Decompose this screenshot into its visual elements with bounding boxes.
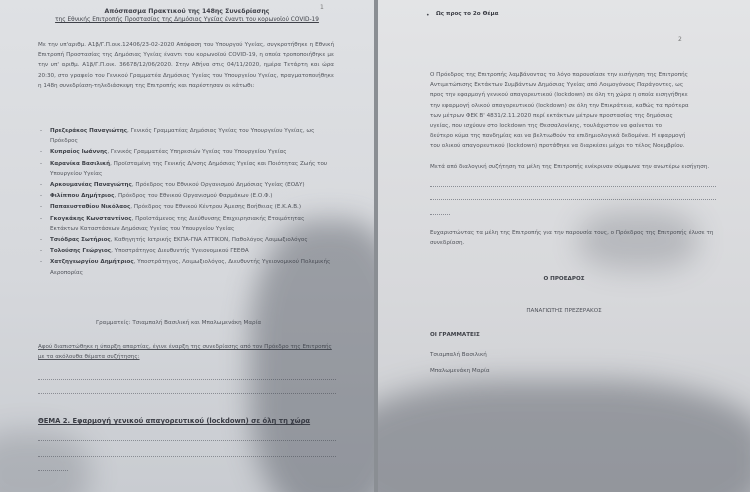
closing-paragraph: Ευχαριστώντας τα μέλη της Επιτροπής για την παρουσία τους, ο Πρόεδρος της Επιτροπής έλυσε τη συνεδρίαση. — [430, 230, 714, 247]
list-dash: - — [40, 259, 43, 266]
member-name: Καρανίκα Βασιλική — [50, 160, 111, 167]
list-dash: - — [40, 160, 43, 167]
member-role: , Καθηγητής Ιατρικής ΕΚΠΑ-ΓΝΑ ΑΤΤΙΚΟΝ, Παθολόγος Λοιμωξιολόγος — [110, 237, 308, 244]
member-name: Παπαευσταθίου Νικόλαος — [50, 204, 131, 211]
member-name: Πρεζεράκος Παναγιώτης — [50, 128, 128, 134]
member-item — [40, 147, 334, 157]
hand-shadow — [378, 380, 750, 492]
intro-paragraph: Με την υπ'αριθμ. Α1β/Γ.Π.οικ.12406/23-02-2020 Απόφαση του Υπουργού Υγείας, συγκροτήθηκε η Εθνική Επιτροπή Προστασίας της Δημόσιας Υγείας έναντι του κορωνοϊού COVID-19, η οποία τροποποιήθηκε με την υπ' αριθμ. Α1β/Γ.Π.οικ. 36678/12/06/2020. Στην Αθήνα στις 04/11/2020, ημέρα Τετάρτη και ώρα 20:30, στο γραφείο του Γενικού Γραμματέα Δημόσιας Υγείας του Υπουργείου Υγείας, πραγματοποιήθηκε η 148η συνεδρίαση-τηλεδιάσκεψη της Επιτροπής και παρέστησαν οι κάτωθι: — [38, 42, 334, 89]
secretary-name: Τσιαμπαλή Βασιλική — [430, 352, 487, 358]
secretary-name: Μπαλωμενάκη Μαρία — [430, 368, 490, 374]
member-name: Χατζηγεωργίου Δημήτριος — [50, 259, 134, 266]
member-name: Τσιόδρας Σωτήριος — [50, 237, 111, 244]
president-heading: Ο ΠΡΟΕΔΡΟΣ — [543, 276, 585, 282]
dotted-line — [430, 186, 716, 187]
member-role: , Υποστράτηγος Διευθυντής Υγειονομικού ΓΕΕΘΑ — [111, 248, 249, 255]
list-dash: - — [40, 128, 43, 134]
list-dash: - — [40, 182, 43, 189]
member-item — [40, 191, 334, 201]
member-item — [40, 159, 334, 179]
hand-shadow — [578, 210, 698, 270]
member-name: Γκογκάκης Κωνσταντίνος — [50, 215, 132, 222]
page-number: 1 — [320, 4, 324, 11]
member-name: Αρκουμανέας Παναγιώτης — [50, 182, 132, 189]
member-item — [40, 126, 334, 146]
quorum-paragraph: Αφού διαπιστώθηκε η ύπαρξη απαρτίας, έγινε έναρξη της συνεδρίασης από τον Πρόεδρο της Επιτροπής με τα ακόλουθα θέματα συζήτησης: — [38, 344, 332, 361]
document-title: Απόσπασμα Πρακτικού της 148ης Συνεδρίασης — [104, 8, 270, 15]
member-name: Κυπραίος Ιωάννης — [50, 149, 108, 156]
member-role: , Πρόεδρος του Εθνικού Κέντρου Άμεσης Βοήθειας (Ε.Κ.Α.Β.) — [130, 204, 302, 211]
right-page — [378, 0, 750, 492]
secretaries-line: Γραμματείς: Τσιαμπαλή Βασιλική και Μπαλωμενάκη Μαρία — [96, 320, 262, 326]
bullet-icon: • — [426, 12, 430, 19]
topic-heading: ΘΕΜΑ 2. Εφαρμογή γενικού απαγορευτικού (lockdown) σε όλη τη χώρα — [38, 417, 311, 425]
member-item — [40, 180, 334, 190]
member-role: , Προϊσταμένη της Γενικής Δ/νσης Δημόσιας Υγείας και Ποιότητας Ζωής του Υπουργείου Υγείας — [50, 160, 328, 177]
member-item — [40, 202, 334, 212]
body-line: υγείας, που ισχύουν στο lockdown της Θεσσαλονίκης, τουλάχιστον να φαίνεται το — [430, 123, 663, 130]
president-name: ΠΑΝΑΓΙΩΤΗΣ ΠΡΕΖΕΡΑΚΟΣ — [526, 308, 602, 314]
list-dash: - — [40, 149, 43, 156]
member-role: , Γενικός Γραμματέας Δημόσιας Υγείας του Υπουργείου Υγείας, ως Πρόεδρος — [50, 128, 315, 145]
list-dash: - — [40, 193, 43, 200]
member-name: Τολούσης Γεώργιος — [50, 248, 112, 255]
bullet-heading: Ως προς το 2ο Θέμα — [436, 11, 499, 17]
member-role: , Υποστράτηγος, Λοιμωξιολόγος, Διευθυντής Υγειονομικού Πολεμικής Αεροπορίας — [50, 259, 331, 276]
dotted-line — [430, 199, 716, 200]
list-dash: - — [40, 215, 43, 222]
body-line: των μέτρων ΦΕΚ Β' 4831/2.11.2020 περί εκτάκτων μέτρων προστασίας της δημόσιας — [430, 112, 673, 119]
member-role: , Πρόεδρος του Εθνικού Οργανισμού Φαρμάκων (Ε.Ο.Φ.) — [114, 193, 273, 200]
hand-shadow — [250, 220, 374, 492]
body-line: του ολικού απαγορευτικού (lockdown) προτάθηκε να διαρκέσει μέχρι το τέλος Νοεμβρίου. — [430, 143, 685, 150]
document-subtitle: της Εθνικής Επιτροπής Προστασίας της Δημόσιας Υγείας έναντι του κορωνοϊού COVID-19 — [55, 17, 319, 23]
left-page — [0, 0, 374, 492]
member-name: Φιλίππου Δημήτριος — [50, 193, 115, 200]
member-role: , Γενικός Γραμματέας Υπηρεσιών Υγείας του Υπουργείου Υγείας — [107, 149, 287, 156]
decision-paragraph — [430, 70, 700, 152]
body-line: Αντιμετώπισης Εκτάκτων Συμβάντων Δημόσιας Υγείας από Λοιμογόνους Παράγοντες, ως — [430, 82, 684, 89]
list-dash: - — [40, 237, 43, 244]
list-dash: - — [40, 204, 43, 211]
dotted-line — [430, 214, 450, 215]
body-line: την εφαρμογή ολικού απαγορευτικού (lockdown) σε όλη την Επικράτεια, καθώς τα πρότερα — [430, 102, 689, 109]
body-line: δεύτερο κύμα της πανδημίας και να βελτιωθούν τα επιδημιολογικά δεδομένα. Η εφαρμογή — [430, 133, 686, 140]
secretaries-heading: ΟΙ ΓΡΑΜΜΑΤΕΙΣ — [430, 332, 480, 338]
member-role: , Προϊστάμενος της Διεύθυνσης Επιχειρησιακής Ετοιμότητας Εκτάκτων Καταστάσεων Δημόσιας Υγείας του Υπουργείου Υγείας — [50, 215, 305, 232]
body-line: Ο Πρόεδρος της Επιτροπής λαμβάνοντας το λόγο παρουσίασε την εισήγηση της Επιτροπής — [430, 72, 688, 78]
member-role: , Πρόεδρος του Εθνικού Οργανισμού Δημόσιας Υγείας (ΕΟΔΥ) — [131, 182, 305, 189]
list-dash: - — [40, 248, 43, 255]
body-line: προς την εφαρμογή γενικού απαγορευτικού (lockdown) σε όλη τη χώρα η οποία εισηγήθηκε — [430, 92, 688, 99]
page-number: 2 — [678, 36, 682, 43]
discussion-paragraph: Μετά από διαλογική συζήτηση τα μέλη της Επιτροπής ενέκριναν σύμφωνα την ανωτέρω εισήγηση. — [430, 164, 710, 170]
